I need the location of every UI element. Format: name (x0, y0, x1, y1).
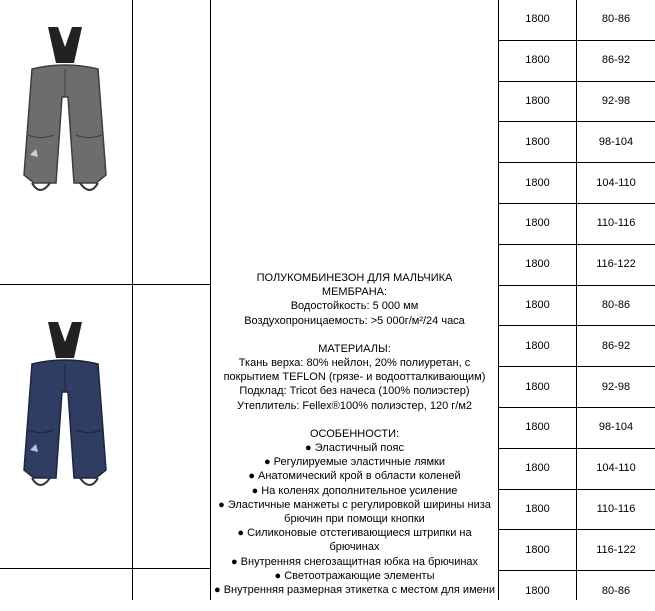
row-divider (0, 568, 211, 569)
price-cell: 1800 (525, 584, 550, 597)
features-heading: ОСОБЕННОСТИ: (309, 427, 400, 440)
materials-heading: МАТЕРИАЛЫ: (318, 342, 391, 355)
size-cell: 92-98 (601, 94, 631, 107)
price-cell: 1800 (525, 502, 550, 515)
row-divider (0, 284, 211, 285)
feature-item: ● Эластичные манжеты с регулировкой ширины низа (218, 498, 491, 511)
size-cell: 110-116 (596, 502, 636, 515)
feature-item: ● Светоотражающие элементы (274, 569, 435, 582)
size-cell: 80-86 (601, 584, 631, 597)
size-cell: 104-110 (596, 462, 636, 475)
materials-block (211, 342, 498, 413)
material-line: покрытием TEFLON (грязе- и водоотталкивающим) (223, 371, 486, 384)
size-cell: 80-86 (601, 13, 631, 26)
material-line: Подклад: Tricot без начеса (100% полиэстер) (239, 385, 470, 398)
material-line: Ткань верха: 80% нейлон, 20% полиуретан, с (238, 357, 471, 370)
product-title: ПОЛУКОМБИНЕЗОН ДЛЯ МАЛЬЧИКА (256, 272, 453, 284)
product-image-grey (10, 25, 120, 205)
feature-item: ● Силиконовые отстегивающиеся штрипки на брючинах (237, 527, 472, 554)
price-cell: 1800 (525, 380, 550, 393)
feature-item: ● На коленях дополнительное усиление (251, 484, 458, 497)
membrane-heading: МЕМБРАНА: (321, 286, 388, 299)
price-cell: 1800 (525, 94, 550, 107)
waterproof-spec: Водостойкость: 5 000 мм (290, 300, 419, 313)
feature-item: ● Эластичный пояс (305, 442, 404, 455)
size-cell: 104-110 (596, 176, 636, 189)
title-block (211, 271, 498, 328)
features-block (211, 427, 498, 597)
price-cell: 1800 (525, 54, 550, 67)
price-cell: 1800 (525, 13, 550, 26)
feature-item: ● Регулируемые эластичные лямки (263, 456, 445, 469)
price-cell: 1800 (525, 462, 550, 475)
overalls-icon (24, 27, 106, 190)
product-description (211, 271, 498, 597)
price-cell: 1800 (525, 176, 550, 189)
breathability-spec: Воздухопроницаемость: >5 000г/м²/24 часа (244, 314, 465, 327)
price-cell: 1800 (525, 217, 550, 230)
price-cell: 1800 (525, 298, 550, 311)
price-cell: 1800 (525, 339, 550, 352)
overalls-icon (24, 322, 106, 485)
feature-item: ● Внутренняя размерная этикетка с местом для имени (214, 584, 495, 597)
size-cell: 80-86 (601, 298, 631, 311)
feature-item: ● Внутренняя снегозащитная юбка на брючинах (230, 555, 479, 568)
size-cell: 92-98 (601, 380, 631, 393)
price-cell: 1800 (525, 135, 550, 148)
size-cell: 86-92 (601, 54, 631, 67)
size-cell: 110-116 (596, 217, 636, 230)
size-cell: 86-92 (601, 339, 631, 352)
size-cell: 98-104 (598, 135, 634, 148)
size-cell: 116-122 (596, 543, 636, 556)
size-cell: 98-104 (598, 421, 634, 434)
feature-item: брючин при помощи кнопки (284, 513, 425, 526)
price-cell: 1800 (525, 258, 550, 271)
size-cell: 116-122 (596, 258, 636, 271)
material-line: Утеплитель: Fellex®100% полиэстер, 120 г/м2 (236, 399, 473, 412)
price-cell: 1800 (525, 543, 550, 556)
price-cell: 1800 (525, 421, 550, 434)
column-divider (132, 0, 133, 600)
product-image-navy (10, 320, 120, 500)
feature-item: ● Анатомический крой в области коленей (248, 470, 461, 483)
